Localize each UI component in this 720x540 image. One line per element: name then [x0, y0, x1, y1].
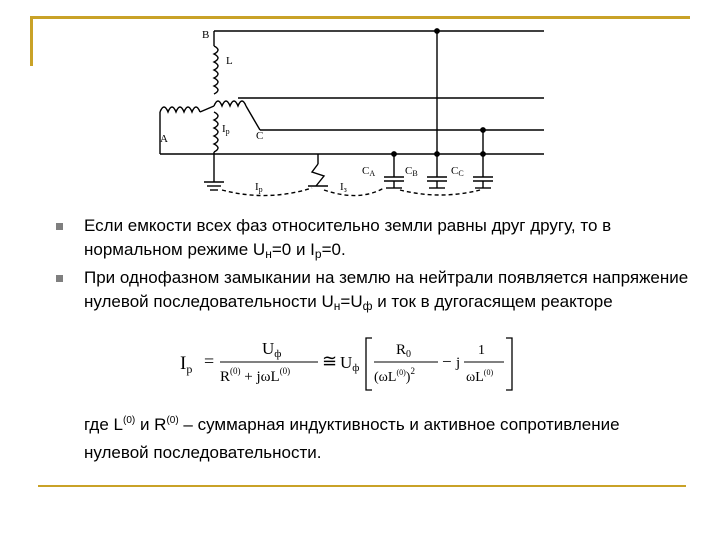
reactor-current-path: [222, 188, 312, 196]
formula-minus: −: [442, 352, 452, 371]
label-ground-iz-sub: з: [343, 185, 347, 194]
list-item: При однофазном замыкании на землю на нейтрали появляется напряжение нулевой последовательности $U_н=U_ф$ и ток в дугогасящем реакторе: [52, 266, 692, 318]
definition-note: где $L^{(0)}$ и $R^{(0)}$ – суммарная индуктивность и активное сопротивление нулевой последовательности.: [84, 415, 620, 462]
label-c: C: [256, 130, 264, 142]
formula-num: U: [262, 339, 275, 358]
svg-text:Iз: [340, 181, 347, 194]
bullet-list: [52, 214, 692, 318]
svg-text:Ip: [255, 181, 263, 194]
formula-j: j: [456, 355, 461, 371]
capacitive-current-path: [400, 190, 480, 195]
formula-t1-num: R: [396, 342, 407, 358]
label-cc-sub: C: [458, 169, 464, 178]
label-ground-iz: I: [340, 181, 344, 193]
label-ca: C: [362, 165, 370, 177]
formula-t1-den: (ωL: [374, 370, 397, 385]
formula-t2-num: 1: [478, 343, 485, 358]
formula-t2-den-sup: (0): [483, 368, 494, 377]
fault-arc: [312, 164, 324, 186]
label-b: B: [202, 29, 210, 41]
formula-left-bracket: [366, 338, 372, 390]
label-a: A: [160, 133, 168, 145]
formula-t1-den-pow: 2: [410, 366, 415, 376]
formula-t1-den-close: ): [405, 370, 411, 385]
label-l: L: [226, 55, 233, 67]
formula-t1-den-sup: (0): [396, 368, 406, 377]
formula-u-sub: ф: [352, 362, 360, 374]
svg-text:ωL(0): [466, 368, 493, 385]
formula-lhs: I: [180, 353, 187, 374]
reactor-coil: [214, 112, 218, 152]
label-ip-sub: p: [225, 127, 230, 136]
list-item: Если емкости всех фаз относительно земли равны друг другу, то в нормальном режиме $U_н=0$ и $I_р=0$.: [52, 214, 692, 266]
formula-den-sup-a: (0): [230, 366, 241, 376]
capacitor-ca: [384, 177, 404, 188]
star-link-a: [200, 106, 214, 112]
label-ca-sub: A: [369, 169, 376, 178]
formula-num-sub: ф: [274, 348, 282, 360]
frame-bottom-line: [38, 485, 686, 487]
capacitor-cb: [427, 177, 447, 188]
label-cb: C: [405, 165, 413, 177]
formula-right-bracket: [506, 338, 512, 390]
svg-text:R(0) + jωL(0): [220, 366, 290, 385]
label-ground-ip: I: [255, 181, 259, 193]
svg-text:Ip: [180, 353, 192, 376]
formula-u: U: [340, 353, 353, 372]
winding-coil-b: [214, 46, 218, 94]
label-ip: I: [222, 123, 226, 135]
formula-eq: =: [204, 351, 215, 371]
svg-text:CA: [362, 165, 375, 178]
formula-approx: ≅: [322, 351, 338, 371]
winding-coil-c: [214, 101, 246, 106]
svg-text:Uф: [262, 339, 281, 360]
phase-c-lead: [246, 106, 260, 130]
label-ground-ip-sub: p: [258, 185, 263, 194]
capacitor-cc: [473, 177, 493, 188]
svg-text:R0: [396, 342, 411, 360]
formula-t2-den: ωL: [466, 370, 484, 385]
svg-text:CC: [451, 165, 464, 178]
svg-text:(ωL(0))2: [374, 366, 415, 385]
formula-den-a: R: [220, 369, 231, 385]
formula-t1-num-sub: 0: [406, 349, 412, 360]
label-cb-sub: B: [412, 169, 418, 178]
formula-den-sup-b: (0): [279, 366, 291, 376]
svg-text:CB: [405, 165, 418, 178]
label-cc: C: [451, 165, 459, 177]
winding-coil-a: [160, 107, 200, 112]
circuit-diagram: [0, 0, 720, 210]
bullet-square-icon: [56, 275, 63, 282]
formula-lhs-sub: p: [186, 362, 193, 376]
bullet-square-icon: [56, 223, 63, 230]
reactor-current-formula: [176, 334, 516, 394]
svg-text:Uф: [340, 353, 359, 374]
svg-text:Ip: [222, 123, 230, 136]
fault-current-path: [324, 188, 384, 196]
formula-den-b: + jωL: [240, 369, 280, 385]
